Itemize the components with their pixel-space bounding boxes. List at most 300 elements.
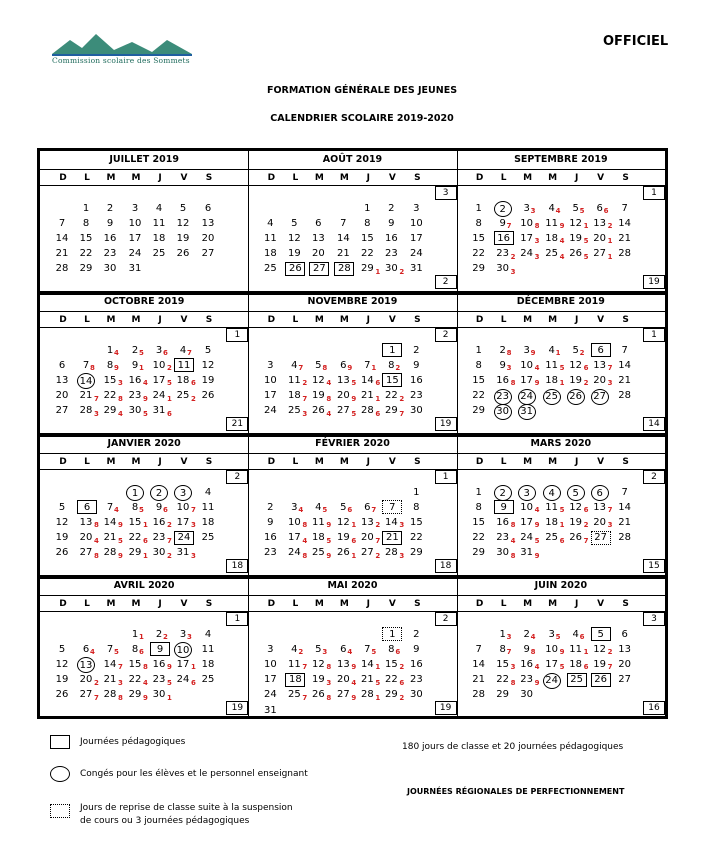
cycle-day-number: 7 (187, 349, 192, 357)
weekday-header: M (106, 599, 116, 609)
calendar-day: 23 (520, 674, 534, 686)
month-divider (40, 595, 248, 596)
cycle-day-number: 4 (510, 536, 516, 545)
cycle-day-number: 4 (555, 207, 561, 215)
days-count-bottom: 19 (435, 417, 457, 431)
calendar-day: 2 (523, 628, 530, 640)
cycle-day-number: 5 (534, 536, 540, 545)
calendar-day: 20 (55, 390, 69, 402)
calendar-day: 9 (106, 217, 114, 229)
calendar-day: 3 (155, 344, 163, 356)
cycle-day-number: 8 (510, 379, 516, 388)
cycle-day-number: 1 (351, 551, 357, 560)
weekday-header: V (180, 315, 188, 325)
weekday-header: J (158, 599, 162, 609)
calendar-day: 28 (103, 547, 117, 559)
calendar-day: 28 (103, 689, 117, 701)
week-count-top: 1 (435, 470, 457, 484)
cycle-day-number: 4 (351, 678, 357, 687)
cycle-day-number: 1 (139, 364, 144, 373)
calendar-day: 1 (475, 202, 482, 214)
calendar-day: 17 (128, 232, 142, 244)
calendar-day: 11 (263, 232, 277, 244)
weekday-header: V (388, 173, 396, 183)
cycle-day-number: 5 (139, 349, 144, 357)
calendar-day: 30 (494, 404, 512, 420)
calendar-day: 8 (82, 217, 90, 229)
calendar-day: 14 (472, 658, 486, 670)
cycle-day-number: 9 (530, 349, 536, 357)
calendar-day: 26 (569, 532, 583, 544)
cycle-day-number: 2 (579, 349, 585, 357)
weekday-divider (248, 611, 456, 612)
weekday-header: D (475, 173, 484, 183)
cycle-day-number: 9 (143, 394, 148, 403)
weekday-header: L (84, 173, 90, 183)
calendar-day: 15 (409, 516, 423, 528)
cycle-day-number: 5 (351, 379, 357, 388)
cycle-day-number: 9 (559, 222, 565, 231)
calendar-day: 6 (621, 628, 628, 640)
cycle-day-number: 5 (555, 633, 561, 641)
calendar-day: 24 (128, 248, 142, 260)
calendar-day: 3 (291, 501, 298, 513)
logo-text: Commission scolaire des Sommets (52, 56, 190, 65)
weekday-header: L (500, 315, 507, 325)
weekday-header: D (475, 599, 484, 609)
calendar-day: 12 (201, 359, 215, 371)
calendar-day: 28 (472, 689, 486, 701)
cycle-day-number: 1 (607, 252, 613, 261)
weekday-header: J (574, 599, 579, 609)
calendar-day: 3 (523, 202, 530, 214)
cycle-day-number: 1 (167, 394, 172, 403)
calendar-day: 12 (176, 217, 190, 229)
calendar-day: 28 (618, 532, 632, 544)
calendar-day: 22 (103, 390, 117, 402)
weekday-header: M (314, 457, 324, 467)
calendar-day: 11 (545, 359, 559, 371)
week-count-top: 1 (643, 328, 665, 342)
cycle-day-number: 4 (534, 364, 540, 373)
calendar-day: 23 (496, 532, 510, 544)
calendar-day: 15 (360, 232, 374, 244)
calendar-day: 29 (409, 547, 423, 559)
calendar-day: 7 (58, 217, 66, 229)
calendar-day: 1 (382, 343, 402, 357)
calendar-day: 17 (545, 658, 559, 670)
calendar-day: 31 (518, 404, 536, 420)
calendar-day: 7 (340, 217, 347, 229)
calendar-day: 5 (572, 202, 579, 214)
days-count-bottom: 19 (435, 701, 457, 715)
cycle-day-number: 9 (143, 693, 148, 702)
cycle-day-number: 5 (326, 536, 332, 545)
weekday-header: V (597, 173, 605, 183)
week-count-top: 2 (435, 612, 457, 626)
calendar-day: 18 (285, 673, 305, 687)
cycle-day-number: 6 (167, 409, 172, 418)
weekday-header: D (59, 315, 67, 325)
calendar-day: 20 (311, 248, 325, 260)
cycle-day-number: 8 (326, 394, 332, 403)
calendar-day: 8 (106, 359, 114, 371)
calendar-day: 17 (176, 658, 190, 670)
weekday-header: L (84, 315, 90, 325)
calendar-day: 5 (204, 344, 212, 356)
cycle-day-number: 7 (118, 663, 123, 672)
calendar-day: 6 (340, 359, 347, 371)
calendar-day: 2 (413, 628, 420, 640)
calendar-day: 30 (103, 263, 117, 275)
cycle-day-number: 3 (607, 379, 613, 388)
cycle-day-number: 1 (559, 521, 565, 530)
calendar-day: 23 (409, 674, 423, 686)
month-title: MAI 2020 (327, 580, 378, 591)
calendar-day: 19 (55, 674, 69, 686)
month-title: DÉCEMBRE 2019 (516, 296, 605, 307)
calendar-day: 29 (128, 547, 142, 559)
calendar-day: 30 (152, 689, 166, 701)
cycle-day-number: 1 (555, 349, 561, 357)
calendar-day: 21 (618, 516, 632, 528)
calendar-day: 2 (388, 202, 395, 214)
month-divider (457, 453, 665, 454)
weekday-header: J (366, 315, 370, 325)
cycle-day-number: 9 (351, 394, 357, 403)
weekday-divider (40, 469, 248, 470)
calendar-day: 13 (311, 232, 325, 244)
weekday-divider (457, 185, 665, 186)
calendar-day: 13 (618, 643, 632, 655)
calendar-day: 27 (309, 262, 329, 276)
calendar-day: 12 (311, 374, 325, 386)
cycle-day-number: 5 (559, 663, 565, 672)
cycle-day-number: 1 (351, 521, 357, 530)
calendar-day: 17 (263, 390, 277, 402)
calendar-day: 29 (384, 405, 398, 417)
cycle-day-number: 7 (167, 536, 172, 545)
month-title: SEPTEMBRE 2019 (514, 154, 608, 165)
week-count-top: 2 (226, 470, 248, 484)
cycle-day-number: 1 (191, 663, 196, 672)
calendar-day: 30 (496, 263, 510, 275)
cycle-day-number: 9 (114, 364, 119, 373)
calendar-day: 11 (287, 658, 301, 670)
calendar-day: 17 (520, 232, 534, 244)
calendar-day: 11 (569, 643, 583, 655)
cycle-day-number: 9 (351, 693, 357, 702)
cycle-day-number: 2 (167, 364, 172, 373)
cycle-day-number: 3 (118, 678, 123, 687)
days-count-bottom: 14 (643, 417, 665, 431)
calendar-day: 8 (388, 643, 395, 655)
calendar-day: 14 (618, 501, 632, 513)
calendar-day: 28 (360, 689, 374, 701)
weekday-header: D (59, 599, 67, 609)
calendar-day: 26 (311, 689, 325, 701)
calendar-day: 4 (543, 485, 561, 501)
weekday-header: M (548, 315, 558, 325)
month-divider (248, 453, 456, 454)
cycle-day-number: 7 (302, 663, 308, 672)
calendar-day: 4 (179, 344, 187, 356)
cycle-day-number: 6 (191, 379, 196, 388)
calendar-day: 18 (152, 232, 166, 244)
calendar-day: 14 (55, 232, 69, 244)
cycle-day-number: 1 (375, 693, 381, 702)
calendar-day: 7 (621, 202, 628, 214)
calendar-day: 27 (336, 689, 350, 701)
weekday-header: M (339, 173, 349, 183)
cycle-day-number: 4 (534, 506, 540, 515)
cycle-day-number: 5 (559, 506, 565, 515)
month-title: JANVIER 2020 (107, 438, 181, 449)
calendar-day: 16 (263, 532, 277, 544)
calendar-day: 3 (267, 643, 274, 655)
regional-days-note: JOURNÉES RÉGIONALES DE PERFECTIONNEMENT (407, 787, 625, 796)
cycle-day-number: 3 (118, 379, 123, 388)
legend-dotted-label-1: Jours de reprise de classe suite à la suspension (80, 803, 293, 813)
calendar-day: 16 (384, 232, 398, 244)
weekday-header: L (500, 457, 507, 467)
calendar-day: 9 (499, 359, 506, 371)
week-count-top: 1 (226, 328, 248, 342)
weekday-header: S (205, 599, 213, 609)
calendar-day: 31 (520, 547, 534, 559)
month-divider (248, 169, 456, 170)
weekday-header: S (622, 599, 629, 609)
weekday-header: M (131, 173, 141, 183)
calendar-day: 23 (152, 674, 166, 686)
calendar-day: 21 (336, 248, 350, 260)
calendar-day: 11 (545, 217, 559, 229)
cycle-day-number: 6 (375, 409, 381, 418)
calendar-day: 10 (520, 217, 534, 229)
calendar-day: 23 (409, 390, 423, 402)
calendar-day: 9 (499, 217, 506, 229)
calendar-day: 19 (593, 658, 607, 670)
calendar-day: 1 (82, 202, 90, 214)
weekday-header: D (267, 457, 276, 467)
calendar-day: 30 (496, 547, 510, 559)
calendar-day: 11 (287, 374, 301, 386)
calendar-day: 1 (382, 627, 402, 641)
calendar-day: 15 (382, 373, 402, 387)
calendar-day: 2 (494, 485, 512, 501)
weekday-header: D (267, 599, 276, 609)
calendar-day: 6 (364, 501, 371, 513)
calendar-day: 19 (569, 374, 583, 386)
cycle-day-number: 9 (326, 551, 332, 560)
month-divider (40, 311, 248, 312)
cycle-day-number: 4 (326, 409, 332, 418)
calendar-day: 1 (106, 344, 114, 356)
calendar-day: 16 (409, 658, 423, 670)
cycle-day-number: 2 (510, 252, 516, 261)
legend-box-icon (50, 735, 70, 749)
calendar-day: 15 (472, 516, 486, 528)
weekday-header: L (84, 457, 90, 467)
cycle-day-number: 7 (191, 506, 196, 515)
weekday-header: M (314, 315, 324, 325)
weekday-header: M (339, 315, 349, 325)
calendar-day: 8 (475, 359, 482, 371)
calendar-day: 14 (360, 658, 374, 670)
cycle-day-number: 8 (302, 551, 308, 560)
week-count-top: 2 (643, 470, 665, 484)
calendar-day: 21 (103, 674, 117, 686)
calendar-day: 27 (618, 674, 632, 686)
row-separator (40, 575, 665, 579)
calendar-day: 8 (475, 501, 482, 513)
cycle-day-number: 9 (559, 648, 565, 657)
calendar-day: 12 (287, 232, 301, 244)
days-count-bottom: 2 (435, 275, 457, 289)
calendar-day: 18 (176, 374, 190, 386)
weekday-header: M (523, 599, 533, 609)
calendar-day: 12 (311, 658, 325, 670)
calendar-day: 13 (79, 516, 93, 528)
weekday-divider (457, 469, 665, 470)
month-divider (248, 595, 456, 596)
cycle-day-number: 9 (534, 521, 540, 530)
calendar-day: 6 (591, 343, 611, 357)
week-count-top: 3 (643, 612, 665, 626)
calendar-day: 19 (569, 232, 583, 244)
calendar-day: 9 (413, 359, 420, 371)
cycle-day-number: 1 (371, 364, 377, 373)
weekday-header: S (205, 315, 213, 325)
cycle-day-number: 9 (167, 663, 172, 672)
weekday-header: L (292, 599, 299, 609)
calendar-day: 26 (591, 673, 611, 687)
month-divider (248, 311, 456, 312)
calendar-day: 27 (591, 389, 609, 405)
cycle-day-number: 9 (351, 663, 357, 672)
calendar-day: 6 (340, 643, 347, 655)
cycle-day-number: 2 (607, 648, 613, 657)
cycle-day-number: 2 (302, 379, 308, 388)
weekday-header: J (158, 457, 162, 467)
calendar-day: 6 (82, 643, 90, 655)
calendar-day: 3 (413, 202, 420, 214)
calendar-day: 24 (263, 405, 277, 417)
cycle-day-number: 7 (583, 536, 589, 545)
calendar-day: 15 (496, 658, 510, 670)
calendar-day: 20 (593, 516, 607, 528)
cycle-day-number: 8 (322, 364, 328, 373)
calendar-day: 8 (131, 501, 139, 513)
calendar-day: 13 (55, 374, 69, 386)
calendar-day: 10 (287, 516, 301, 528)
weekday-header: J (574, 457, 579, 467)
calendar-day: 3 (548, 628, 555, 640)
weekday-header: J (158, 315, 162, 325)
calendar-day: 28 (334, 262, 354, 276)
calendar-day: 14 (618, 217, 632, 229)
calendar-day: 20 (593, 374, 607, 386)
cycle-day-number: 3 (510, 663, 516, 672)
calendar-day: 30 (152, 547, 166, 559)
calendar-day: 11 (174, 358, 194, 372)
cycle-day-number: 4 (90, 648, 95, 657)
cycle-day-number: 6 (579, 633, 585, 641)
calendar-day: 1 (475, 486, 482, 498)
calendar-day: 27 (336, 405, 350, 417)
cycle-day-number: 6 (143, 536, 148, 545)
cycle-day-number: 5 (143, 409, 148, 418)
cycle-day-number: 2 (163, 633, 168, 641)
calendar-day: 22 (384, 390, 398, 402)
calendar-day: 11 (201, 501, 215, 513)
cycle-day-number: 2 (375, 521, 381, 530)
cycle-day-number: 3 (322, 648, 328, 657)
calendar-day: 9 (150, 642, 170, 656)
calendar-day: 14 (618, 359, 632, 371)
weekday-header: D (59, 173, 67, 183)
cycle-day-number: 6 (191, 678, 196, 687)
calendar-day: 22 (384, 674, 398, 686)
calendar-day: 20 (336, 390, 350, 402)
calendar-day: 25 (567, 673, 587, 687)
weekday-header: M (106, 457, 116, 467)
calendar-day: 5 (591, 627, 611, 641)
calendar-day: 24 (176, 674, 190, 686)
calendar-day: 21 (55, 248, 69, 260)
calendar-day: 4 (204, 628, 212, 640)
calendar-day: 18 (569, 658, 583, 670)
calendar-day: 8 (388, 359, 395, 371)
row-separator (40, 433, 665, 437)
cycle-day-number: 1 (139, 633, 144, 641)
month-title: JUILLET 2019 (109, 154, 179, 165)
cycle-day-number: 1 (607, 237, 613, 246)
cycle-day-number: 3 (191, 521, 196, 530)
calendar-day: 28 (618, 390, 632, 402)
calendar-day: 30 (128, 405, 142, 417)
calendar-day: 21 (103, 532, 117, 544)
calendar-day: 27 (591, 531, 611, 545)
calendar-day: 6 (315, 217, 322, 229)
calendar-day: 5 (315, 643, 322, 655)
weekday-header: J (366, 599, 370, 609)
calendar-day: 14 (77, 373, 95, 389)
weekday-divider (248, 185, 456, 186)
column-separator (248, 151, 249, 716)
calendar-day: 11 (152, 217, 166, 229)
calendar-day: 21 (360, 674, 374, 686)
calendar-day: 14 (360, 374, 374, 386)
weekday-header: V (597, 457, 605, 467)
calendar-day: 24 (543, 673, 561, 689)
weekday-header: M (106, 315, 116, 325)
calendar-day: 5 (58, 643, 66, 655)
calendar-day: 28 (360, 405, 374, 417)
weekday-header: S (622, 457, 629, 467)
calendar-day: 31 (263, 704, 277, 716)
calendar-day: 10 (520, 359, 534, 371)
calendar-day: 13 (360, 516, 374, 528)
calendar-day: 6 (77, 500, 97, 514)
weekday-header: M (131, 315, 141, 325)
weekday-header: M (339, 599, 349, 609)
calendar-day: 15 (472, 232, 486, 244)
calendar-day: 29 (360, 263, 374, 275)
calendar-day: 21 (79, 390, 93, 402)
calendar-day: 29 (496, 689, 510, 701)
calendar-day: 22 (472, 248, 486, 260)
